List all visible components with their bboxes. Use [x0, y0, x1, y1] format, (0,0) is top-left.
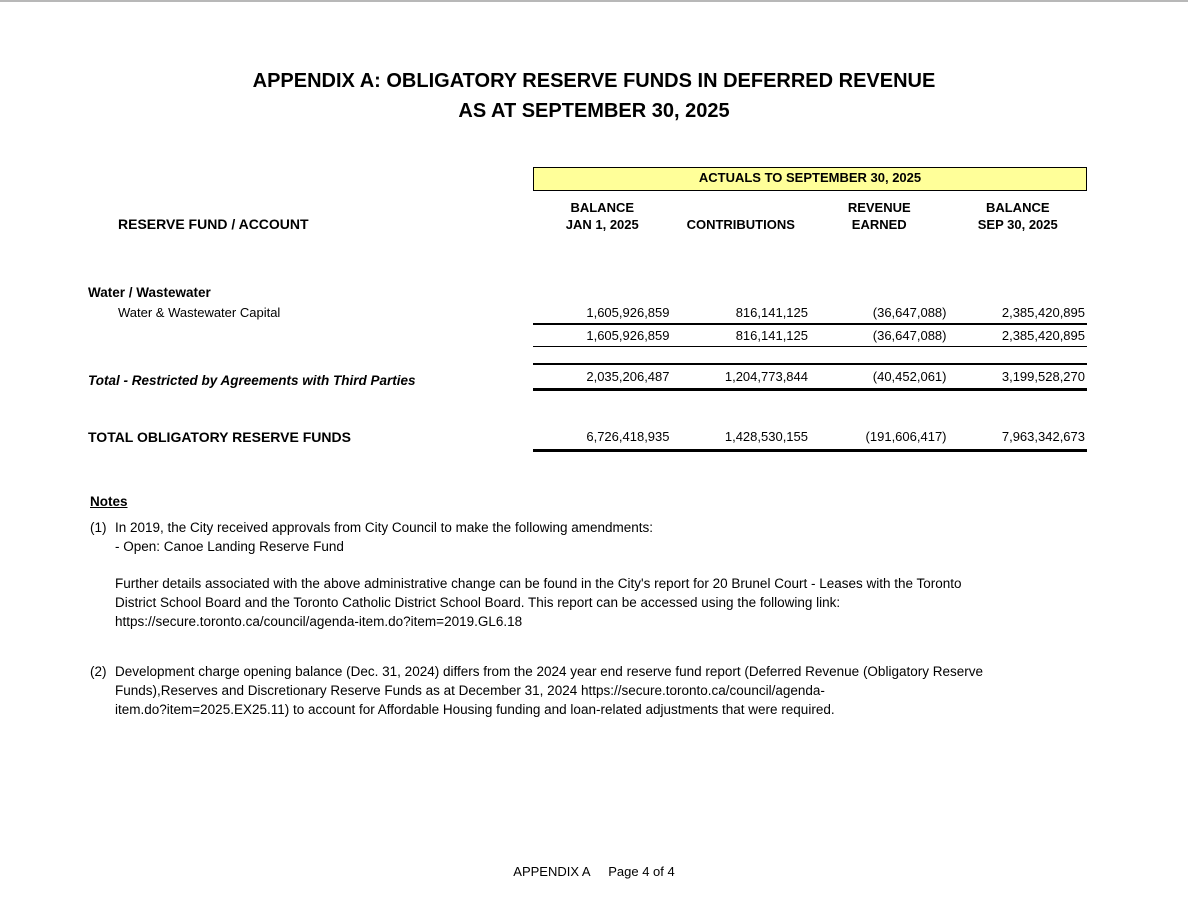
section-label-water-wastewater: Water / Wastewater	[88, 285, 211, 300]
page-footer	[0, 864, 1188, 879]
balance-jan-cell: 1,605,926,859	[586, 328, 670, 343]
notes-section	[90, 492, 1090, 719]
total-restricted-row	[88, 363, 1087, 391]
note-line: District School Board and the Toronto Catholic District School Board. This report can be accessed using the following link:	[115, 595, 841, 610]
footer-appendix-label: APPENDIX A	[513, 864, 591, 879]
note-2	[90, 662, 1090, 719]
note-link-text: https://secure.toronto.ca/council/agenda-item.do?item=2019.GL6.18	[115, 614, 523, 629]
note-line: Further details associated with the above administrative change can be found in the City's report for 20 Brunel Court - Leases with the Toronto	[115, 576, 962, 591]
note-line: - Open: Canoe Landing Reserve Fund	[115, 539, 344, 554]
page-title	[0, 66, 1188, 126]
table-row	[88, 305, 1087, 325]
reserve-fund-account-header: RESERVE FUND / ACCOUNT	[118, 216, 309, 232]
balance-sep-cell: 7,963,342,673	[1001, 429, 1085, 444]
row-values	[533, 429, 1087, 452]
column-header-contributions: CONTRIBUTIONS	[686, 217, 795, 232]
column-header-revenue-earned: REVENUE EARNED	[847, 200, 911, 232]
note-line: In 2019, the City received approvals from City Council to make the following amendments:	[115, 520, 654, 535]
note-paragraph	[115, 518, 1090, 556]
revenue-earned-cell: (36,647,088)	[872, 328, 947, 343]
actuals-banner: ACTUALS TO SEPTEMBER 30, 2025	[533, 167, 1087, 191]
note-paragraph	[115, 574, 1090, 631]
contributions-cell: 816,141,125	[735, 305, 808, 320]
total-restricted-label: Total - Restricted by Agreements with Third Parties	[88, 372, 416, 388]
row-label: Water & Wastewater Capital	[118, 305, 281, 320]
revenue-earned-cell: (36,647,088)	[872, 305, 947, 320]
table-row-subtotal	[88, 325, 1087, 347]
row-values	[533, 363, 1087, 391]
footer-page-number: Page 4 of 4	[608, 864, 675, 879]
note-paragraph	[115, 662, 1090, 719]
column-header-balance-sep: BALANCE SEP 30, 2025	[977, 200, 1058, 232]
balance-sep-cell: 2,385,420,895	[1001, 305, 1085, 320]
grand-total-row	[88, 429, 1087, 452]
note-line: Development charge opening balance (Dec. 31, 2024) differs from the 2024 year end reserve fund report (Deferred Revenue (Obligatory Reserve	[115, 664, 983, 679]
balance-sep-cell: 3,199,528,270	[1001, 369, 1085, 384]
table-header-row	[88, 199, 1087, 233]
note-1	[90, 518, 1090, 631]
balance-jan-cell: 2,035,206,487	[586, 369, 670, 384]
row-values	[533, 305, 1087, 325]
grand-total-label: TOTAL OBLIGATORY RESERVE FUNDS	[88, 429, 351, 445]
balance-sep-cell: 2,385,420,895	[1001, 328, 1085, 343]
reserve-funds-table	[88, 167, 1087, 452]
page-title-line-2: AS AT SEPTEMBER 30, 2025	[458, 100, 730, 122]
actuals-banner-row	[88, 167, 1087, 191]
note-number: (1)	[90, 520, 107, 535]
column-header-balance-jan: BALANCE JAN 1, 2025	[565, 200, 639, 232]
note-number: (2)	[90, 664, 107, 679]
row-values	[533, 325, 1087, 347]
contributions-cell: 1,428,530,155	[724, 429, 808, 444]
contributions-cell: 1,204,773,844	[724, 369, 808, 384]
note-line: item.do?item=2025.EX25.11) to account for Affordable Housing funding and loan-related adjustments that were required.	[115, 702, 835, 717]
notes-heading: Notes	[90, 494, 128, 509]
contributions-cell: 816,141,125	[735, 328, 808, 343]
note-line: Funds),Reserves and Discretionary Reserve Funds as at December 31, 2024 https://secure.toronto.ca/council/agenda-	[115, 683, 825, 698]
revenue-earned-cell: (191,606,417)	[865, 429, 947, 444]
balance-jan-cell: 1,605,926,859	[586, 305, 670, 320]
balance-jan-cell: 6,726,418,935	[586, 429, 670, 444]
revenue-earned-cell: (40,452,061)	[872, 369, 947, 384]
page-title-line-1: APPENDIX A: OBLIGATORY RESERVE FUNDS IN DEFERRED REVENUE	[252, 70, 936, 92]
